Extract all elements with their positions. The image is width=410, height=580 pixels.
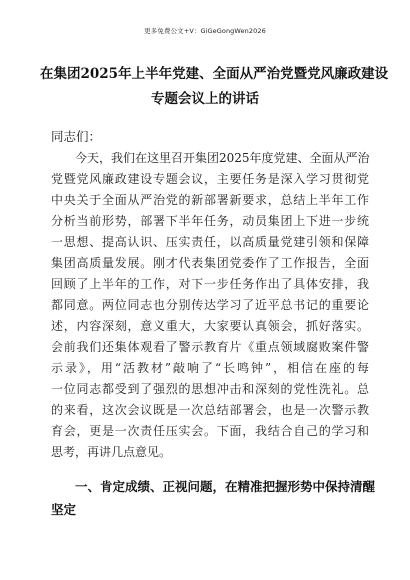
paragraph-line: 今天，我们在这里召开集团2025年度党建、全面从严治 — [75, 151, 370, 165]
section-heading-line-2: 坚定 — [51, 502, 77, 517]
salutation: 同志们： — [51, 129, 102, 144]
paragraph-line: 思考，再讲几点意见。 — [51, 445, 172, 459]
paragraph-line: 会前我们还集体观看了警示教育片《重点领域腐败案件警 — [51, 340, 369, 354]
paragraph-line: 回顾了上半年的工作，对下一步任务作出了具体安排，我 — [51, 277, 369, 291]
paragraph-line: 的来看，这次会议既是一次总结部署会，也是一次警示教 — [51, 403, 369, 417]
paragraph-line: 集团高质量发展。刚才代表集团党委作了工作报告，全面 — [51, 256, 369, 270]
document-title-line-2: 专题会议上的讲话 — [151, 91, 259, 107]
paragraph-line: 都同意。两位同志也分别传达学习了近平总书记的重要论 — [51, 298, 369, 312]
document-title-line-1: 在集团2025年上半年党建、全面从严治党暨党风廉政建设 — [40, 66, 389, 82]
paragraph-line: 一位同志都受到了强烈的思想冲击和深刻的党性洗礼。总 — [51, 382, 369, 396]
paragraph-line: 党暨党风廉政建设专题会议，主要任务是深入学习贯彻党 — [51, 172, 369, 186]
section-heading-line-1: 一、肯定成绩、正视问题，在精准把握形势中保持清醒 — [75, 479, 376, 494]
paragraph-line: 分析当前形势，部署下半年任务，动员集团上下进一步统 — [51, 214, 369, 228]
paragraph-line: 一思想、提高认识、压实责任，以高质量党建引领和保障 — [51, 235, 369, 249]
paragraph-line: 中央关于全面从严治党的新部署新要求，总结上半年工作 — [51, 193, 369, 207]
header-watermark: 更多免费公文+V：GiGeGongWen2026 — [144, 27, 266, 35]
paragraph-line: 示录》，用“活教材”敲响了“长鸣钟”，相信在座的每 — [51, 361, 369, 375]
paragraph-line: 育会，更是一次责任压实会。下面，我结合自己的学习和 — [51, 424, 369, 438]
paragraph-line: 述，内容深刻，意义重大，大家要认真领会，抓好落实。 — [51, 319, 369, 333]
